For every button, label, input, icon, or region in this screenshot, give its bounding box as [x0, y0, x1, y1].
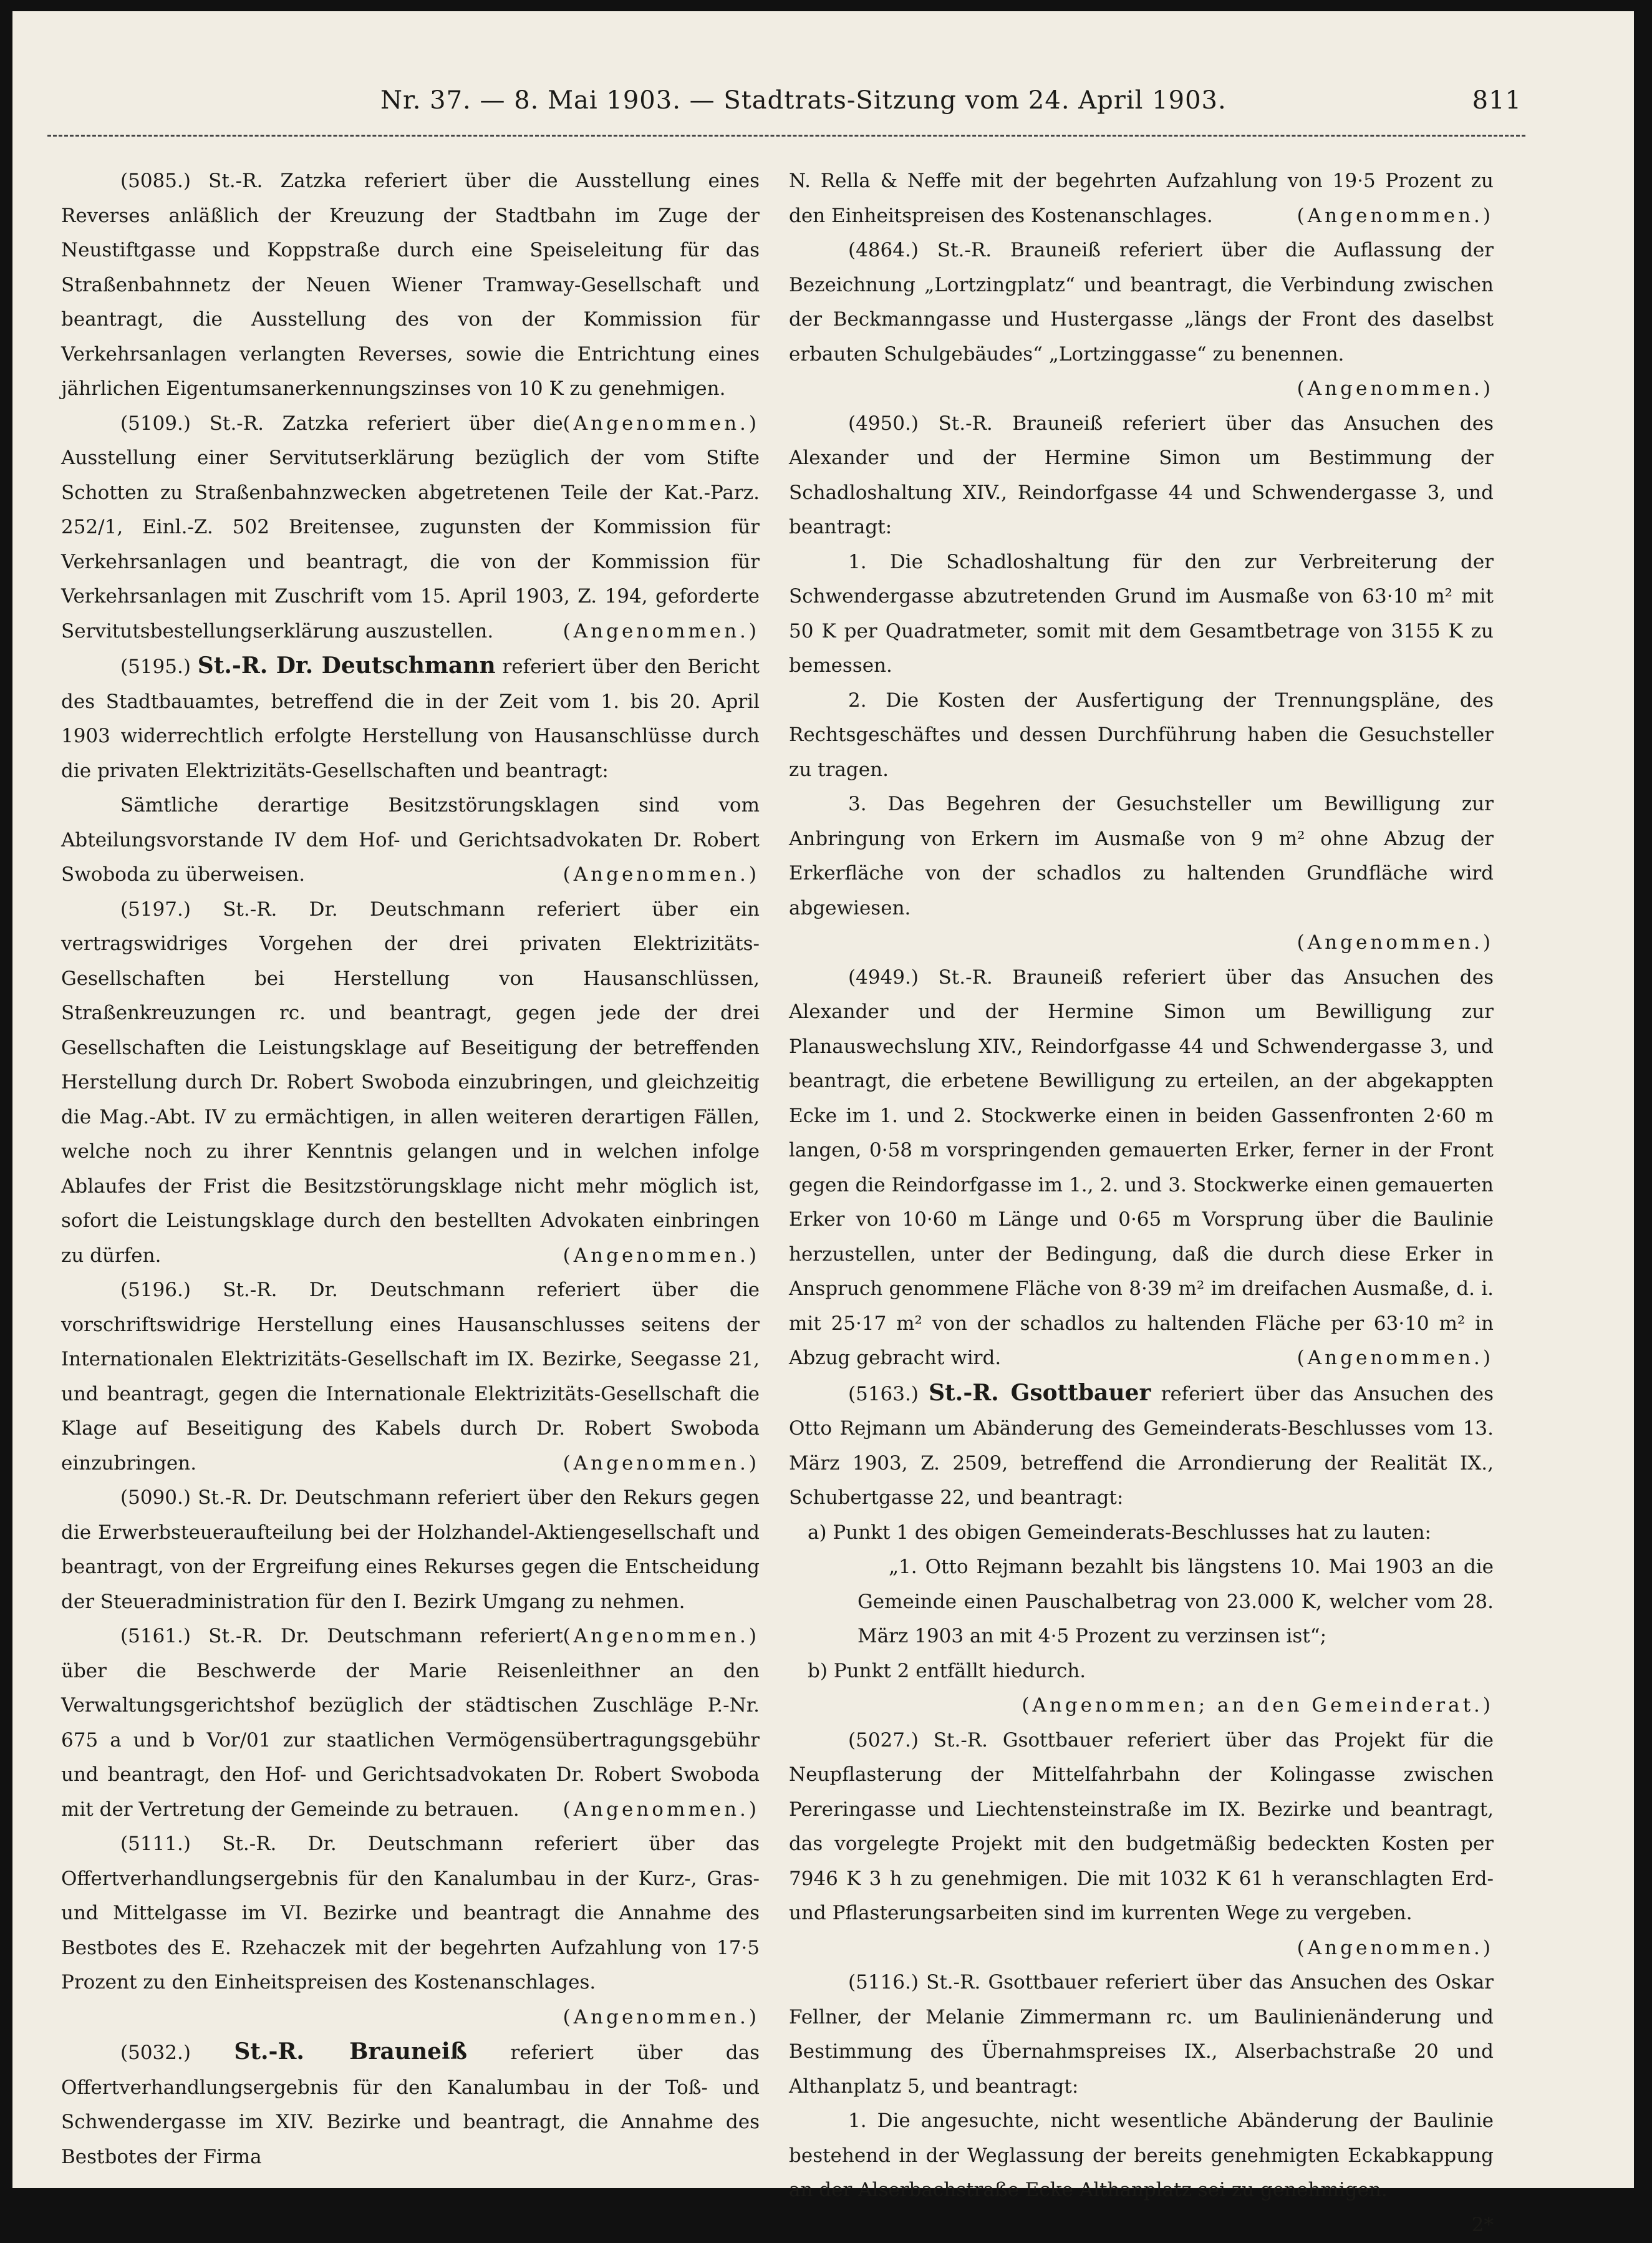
entry-5027: (5027.) St.-R. Gsottbauer referiert über das Projekt für die Neupflasterung der Mittelfahrbahn der Kolingasse zwischen Pereringasse und Liechtensteinstraße im IX. Bezirke und beantragt, das vorgelegte Projekt mit den budgetmäßig bedeckten Kosten per 7946 K 3 h zu genehmigen. Die mit 1032 K 61 h veranschlagten Erd- und Pflasterungsarbeiten sind im kurrenten Wege zu vergeben.	[789, 1728, 1494, 1924]
entry-5116-point-1: 1. Die angesuchte, nicht wesentliche Abänderung der Baulinie bestehend in der Weglassung der bereits genehmigten Eckabkappung an der Alserbachstraße Ecke Althanplatz sei zu genehmigen.	[789, 2110, 1494, 2201]
entry-5163: (5163.) St.-R. Gsottbauer referiert über das Ansuchen des Otto Rejmann um Abänderung des Gemeinderats-Beschlusses vom 13. März 1903, Z. 2509, betreffend die Arrondierung der Realität IX., Schubertgasse 22, und beantragt:	[789, 1379, 1494, 1509]
entry-5116: (5116.) St.-R. Gsottbauer referiert über das Ansuchen des Oskar Fellner, der Melanie Zimmermann rc. um Baulinienänderung und Bestimmung des Übernahmspreises IX., Alserbachstraße 20 und Althanplatz 5, und beantragt:	[789, 1971, 1494, 2098]
status-stamp: (Angenommen.)	[1297, 1347, 1494, 1369]
entry-5161: (5161.) St.-R. Dr. Deutschmann referiert über die Beschwerde der Marie Reisenleithner an den Verwaltungsgerichtshof bezüglich der städtischen Zuschläge P.-Nr. 675 a und b Vor/01 zur staatlichen Vermögensübertragungsgebühr und beantragt, den Hof- und Gerichtsadvokaten Dr. Robert Swoboda mit der Vertretung der Gemeinde zu betrauen. (Angenommen.)	[61, 1619, 760, 1827]
entry-5163-quote: „1. Otto Rejmann bezahlt bis längstens 10. Mai 1903 an die Gemeinde einen Pauschalbetrag von 23.000 K, welcher vom 28. März 1903 an mit 4·5 Prozent zu verzinsen ist“;	[857, 1556, 1494, 1647]
left-column	[61, 164, 760, 2174]
entry-4950-point-1: 1. Die Schadloshaltung für den zur Verbreiterung der Schwendergasse abzutretenden Grund im Ausmaße von 63·10 m² mit 50 K per Quadratmeter, somit mit dem Gesamtbetrage von 3155 K zu bemessen.	[789, 550, 1494, 677]
header-title: Nr. 37. — 8. Mai 1903. — Stadtrats-Sitzung vom 24. April 1903.	[380, 86, 1227, 115]
entry-5163-item-b: b) Punkt 2 entfällt hiedurch.	[808, 1659, 1086, 1682]
entry-5109: (5109.) St.-R. Zatzka referiert über die Ausstellung einer Servitutserklärung bezüglich der vom Stifte Schotten zu Straßenbahnzwecken abgetretenen Teile der Kat.-Parz. 252/1, Einl.-Z. 502 Breitensee, zugunsten der Kommission für Verkehrsanlagen und beantragt, die von der Kommission für Verkehrsanlagen mit Zuschrift vom 15. April 1903, Z. 194, geforderte Servitutsbestellungserklärung auszustellen. (Angenommen.)	[61, 407, 760, 649]
entry-4864: (4864.) St.-R. Brauneiß referiert über die Auflassung der Bezeichnung „Lortzingplatz“ und beantragt, die Verbindung zwischen der Beckmanngasse und Hustergasse „längs der Front des daselbst erbauten Schulgebäudes“ „Lortzinggasse“ zu benennen.	[789, 239, 1494, 366]
entry-5195: (5195.) St.-R. Dr. Deutschmann referiert über den Bericht des Stadtbauamtes, betreffend die in der Zeit vom 1. bis 20. April 1903 widerrechtlich erfolgte Herstellung von Hausanschlüsse durch die privaten Elektrizitäts-Gesellschaften und beantragt:	[61, 652, 760, 782]
entry-4950-point-2: 2. Die Kosten der Ausfertigung der Trennungspläne, des Rechtsgeschäftes und dessen Durchführung haben die Gesuchsteller zu tragen.	[789, 689, 1494, 781]
signature-mark: 2*	[1471, 2213, 1494, 2236]
entry-5197: (5197.) St.-R. Dr. Deutschmann referiert über ein vertragswidriges Vorgehen der drei privaten Elektrizitäts-Gesellschaften bei Herstellung von Hausanschlüssen, Straßenkreuzungen rc. und beantragt, gegen jede der drei Gesellschaften die Leistungsklage auf Beseitigung der betreffenden Herstellung durch Dr. Robert Swoboda einzubringen, und gleichzeitig die Mag.-Abt. IV zu ermächtigen, in allen weiteren derartigen Fällen, welche noch zu ihrer Kenntnis gelangen und in welchen infolge Ablaufes der Frist die Besitzstörungsklage nicht mehr möglich ist, sofort die Leistungsklage durch den bestellten Advokaten einbringen zu dürfen. (Angenommen.)	[61, 893, 760, 1274]
entry-5163-item-a: a) Punkt 1 des obigen Gemeinderats-Beschlusses hat zu lauten:	[808, 1521, 1431, 1544]
running-header	[50, 86, 1522, 124]
speaker-highlight: St.-R. Brauneiß	[234, 2038, 468, 2065]
status-stamp: (Angenommen.)	[1297, 204, 1494, 227]
status-stamp: (Angenommen.)	[563, 412, 760, 435]
right-column	[789, 164, 1494, 2243]
status-stamp: (Angenommen.)	[1297, 377, 1494, 400]
status-stamp: (Angenommen.)	[1297, 1936, 1494, 1959]
entry-4950: (4950.) St.-R. Brauneiß referiert über das Ansuchen des Alexander und der Hermine Simon um Bestimmung der Schadloshaltung XIV., Reindorfgasse 44 und Schwendergasse 3, und beantragt:	[789, 412, 1494, 538]
entry-4949: (4949.) St.-R. Brauneiß referiert über das Ansuchen des Alexander und der Hermine Simon um Bewilligung zur Planauswechslung XIV., Reindorfgasse 44 und Schwendergasse 3, und beantragt, die erbetene Bewilligung zu erteilen, an der abgekappten Ecke im 1. und 2. Stockwerke einen in beiden Gassenfronten 2·60 m langen, 0·58 m vorspringenden gemauerten Erker, ferner in der Front gegen die Reindorfgasse im 1., 2. und 3. Stockwerke einen gemauerten Erker von 10·60 m Länge und 0·65 m Vorsprung über die Baulinie herzustellen, unter der Bedingung, daß die durch diese Erker in Anspruch genommene Fläche von 8·39 m² im dreifachen Ausmaße, d. i. mit 25·17 m² von der schadlos zu haltenden Fläche per 63·10 m² in Abzug gebracht wird. (Angenommen.)	[789, 961, 1494, 1376]
status-stamp: (Angenommen.)	[563, 1244, 760, 1267]
status-stamp: (Angenommen.)	[563, 2005, 760, 2028]
entry-5090: (5090.) St.-R. Dr. Deutschmann referiert über den Rekurs gegen die Erwerbsteueraufteilung bei der Holzhandel-Aktiengesellschaft und beantragt, von der Ergreifung eines Rekurses gegen die Entscheidung der Steueradministration für den I. Bezirk Umgang zu nehmen. (Angenommen.)	[61, 1481, 760, 1619]
status-stamp: (Angenommen.)	[1297, 931, 1494, 954]
entry-5085: (5085.) St.-R. Zatzka referiert über die Ausstellung eines Reverses anläßlich der Kreuzung der Stadtbahn im Zuge der Neustiftgasse und Koppstraße durch eine Speiseleitung für das Straßenbahnnetz der Neuen Wiener Tramway-Gesellschaft und beantragt, die Ausstellung des von der Kommission für Verkehrsanlagen verlangten Reverses, sowie die Entrichtung eines jährlichen Eigentumsanerkennungszinses von 10 K zu genehmigen. (Angenommen.)	[61, 164, 760, 407]
entry-5032-continued: N. Rella & Neffe mit der begehrten Aufzahlung von 19·5 Prozent zu den Einheitspreisen des Kostenanschlages. (Angenommen.)	[789, 164, 1494, 233]
entry-5111: (5111.) St.-R. Dr. Deutschmann referiert über das Offertverhandlungsergebnis für den Kanalumbau in der Kurz-, Gras- und Mittelgasse im VI. Bezirke und beantragt die Annahme des Bestbotes des E. Rzehaczek mit der begehrten Aufzahlung von 17·5 Prozent zu den Einheitspreisen des Kostenanschlages.	[61, 1833, 760, 1994]
speaker-highlight: St.-R. Dr. Deutschmann	[197, 652, 496, 679]
speaker-highlight: St.-R. Gsottbauer	[929, 1379, 1151, 1406]
entry-4950-point-3: 3. Das Begehren der Gesuchsteller um Bewilligung zur Anbringung von Erkern im Ausmaße von 9 m² ohne Abzug der Erkerfläche von der schadlos zu haltenden Grundfläche wird abgewiesen.	[789, 793, 1494, 919]
status-stamp: (Angenommen.)	[563, 619, 760, 642]
entry-5196: (5196.) St.-R. Dr. Deutschmann referiert über die vorschriftswidrige Herstellung eines Hausanschlusses seitens der Internationalen Elektrizitäts-Gesellschaft im IX. Bezirke, Seegasse 21, und beantragt, gegen die Internationale Elektrizitäts-Gesellschaft die Klage auf Beseitigung des Kabels durch Dr. Robert Swoboda einzubringen. (Angenommen.)	[61, 1273, 760, 1481]
entry-5032: (5032.) St.-R. Brauneiß referiert über das Offertverhandlungsergebnis für den Kanalumbau in der Toß- und Schwendergasse im XIV. Bezirke und beantragt, die Annahme des Bestbotes der Firma	[61, 2038, 760, 2168]
status-stamp: (Angenommen.)	[563, 863, 760, 886]
status-stamp: (Angenommen.)	[563, 1798, 760, 1821]
status-stamp: (Angenommen.)	[563, 1451, 760, 1475]
entry-5195-motion: Sämtliche derartige Besitzstörungsklagen sind vom Abteilungsvorstande IV dem Hof- und Gerichtsadvokaten Dr. Robert Swoboda zu überweisen. (Angenommen.)	[61, 788, 760, 893]
status-stamp: (Angenommen; an den Gemeinderat.)	[1022, 1694, 1494, 1717]
status-stamp: (Angenommen.)	[563, 1625, 760, 1647]
page	[12, 11, 1634, 2236]
page-number: 811	[1472, 86, 1522, 115]
header-rule	[47, 135, 1525, 137]
